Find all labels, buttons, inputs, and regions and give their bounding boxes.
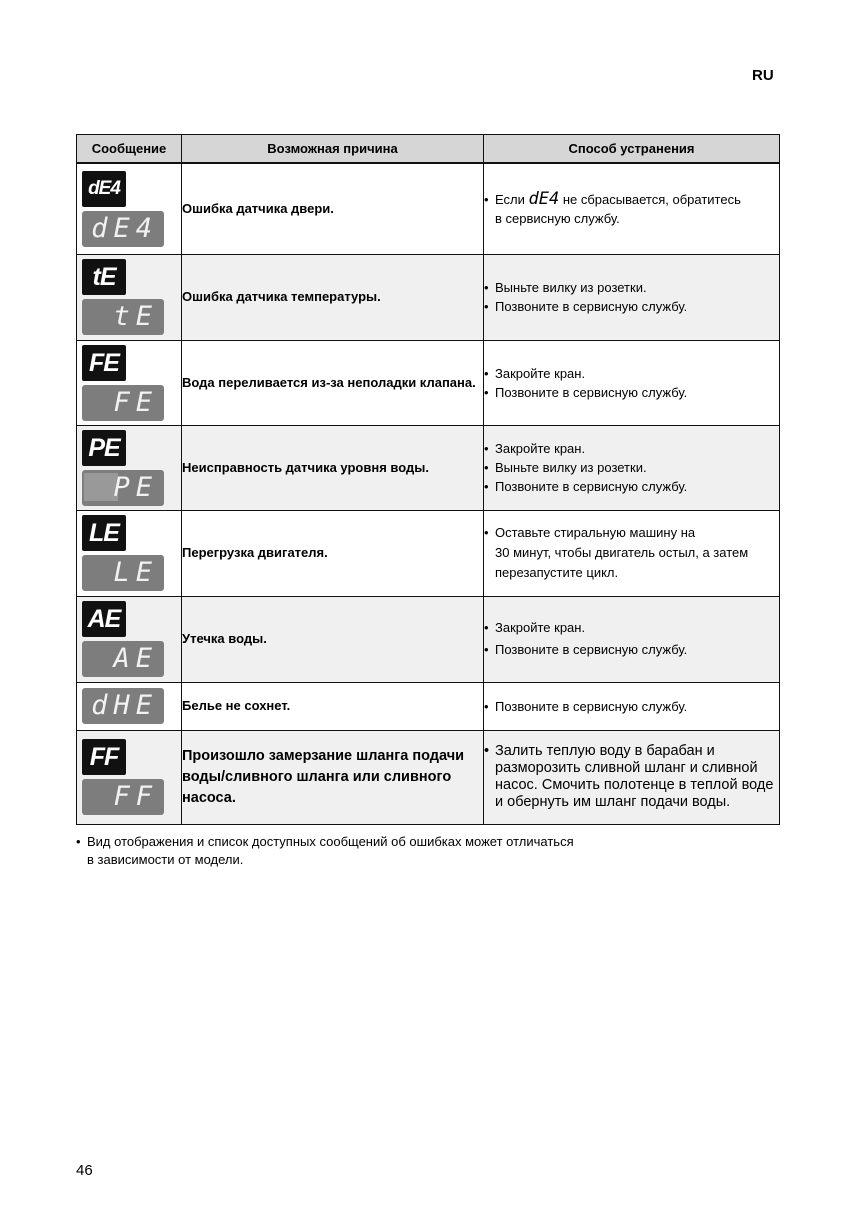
fix-cell: • Выньте вилку из розетки. • Позвоните в сервисную службу.	[484, 254, 780, 340]
error-code-badge: tE	[82, 259, 126, 295]
table-row	[77, 425, 780, 510]
header-fix: Способ устранения	[484, 135, 780, 164]
language-code: RU	[752, 67, 774, 84]
lcd-code-inline: dE4	[528, 188, 560, 209]
error-code-badge: FF	[82, 739, 126, 775]
message-cell	[77, 510, 182, 596]
fix-cell: • Позвоните в сервисную службу.	[484, 682, 780, 730]
fix-cell: • Если dE4 не сбрасывается, обратитесь в сервисную службу.	[484, 163, 780, 254]
cause-cell: Перегрузка двигателя.	[182, 510, 484, 596]
error-code-badge: AE	[82, 601, 126, 637]
header-message: Сообщение	[77, 135, 182, 164]
cause-cell: Белье не сохнет.	[182, 682, 484, 730]
error-code-badge: FE	[82, 345, 126, 381]
cause-cell: Неисправность датчика уровня воды.	[182, 425, 484, 510]
cause-cell: Произошло замерзание шланга подачи воды/сливного шланга или сливного насоса.	[182, 730, 484, 824]
lcd-display: tE	[82, 299, 164, 335]
message-cell	[77, 425, 182, 510]
cause-cell: Ошибка датчика двери.	[182, 163, 484, 254]
error-codes-table	[76, 134, 780, 825]
page-number: 46	[76, 1162, 93, 1179]
error-code-badge: LE	[82, 515, 126, 551]
error-code-badge: PE	[82, 430, 126, 466]
table-row	[77, 163, 780, 254]
message-cell	[77, 340, 182, 425]
fix-cell: • Оставьте стиральную машину на 30 минут, чтобы двигатель остыл, а затем перезапустите цикл.	[484, 510, 780, 596]
message-cell	[77, 163, 182, 254]
lcd-display: PE	[82, 470, 164, 506]
table-row	[77, 730, 780, 824]
fix-cell: • Закройте кран. • Выньте вилку из розетки. • Позвоните в сервисную службу.	[484, 425, 780, 510]
footnote: • Вид отображения и список доступных сообщений об ошибках может отличаться в зависимости от модели.	[76, 834, 574, 867]
lcd-display: dE4	[82, 211, 164, 247]
fix-cell: • Залить теплую воду в барабан и разморозить сливной шланг и сливной насос. Смочить полотенце в теплой воде и обернуть им шланг подачи воды.	[484, 730, 780, 824]
cause-cell: Ошибка датчика температуры.	[182, 254, 484, 340]
table-row	[77, 682, 780, 730]
table-row	[77, 340, 780, 425]
message-cell	[77, 730, 182, 824]
message-cell	[77, 254, 182, 340]
cause-cell: Утечка воды.	[182, 596, 484, 682]
lcd-display: FF	[82, 779, 164, 815]
lcd-display: dHE	[82, 688, 164, 724]
table-row	[77, 596, 780, 682]
lcd-display: FE	[82, 385, 164, 421]
fix-cell: • Закройте кран. • Позвоните в сервисную службу.	[484, 596, 780, 682]
table-row	[77, 510, 780, 596]
fix-cell: • Закройте кран. • Позвоните в сервисную службу.	[484, 340, 780, 425]
error-code-badge: dE4	[82, 171, 126, 207]
lcd-display: LE	[82, 555, 164, 591]
message-cell	[77, 682, 182, 730]
table-row	[77, 254, 780, 340]
message-cell	[77, 596, 182, 682]
lcd-display: AE	[82, 641, 164, 677]
header-cause: Возможная причина	[182, 135, 484, 164]
cause-cell: Вода переливается из-за неполадки клапана.	[182, 340, 484, 425]
table-header-row	[77, 135, 780, 164]
